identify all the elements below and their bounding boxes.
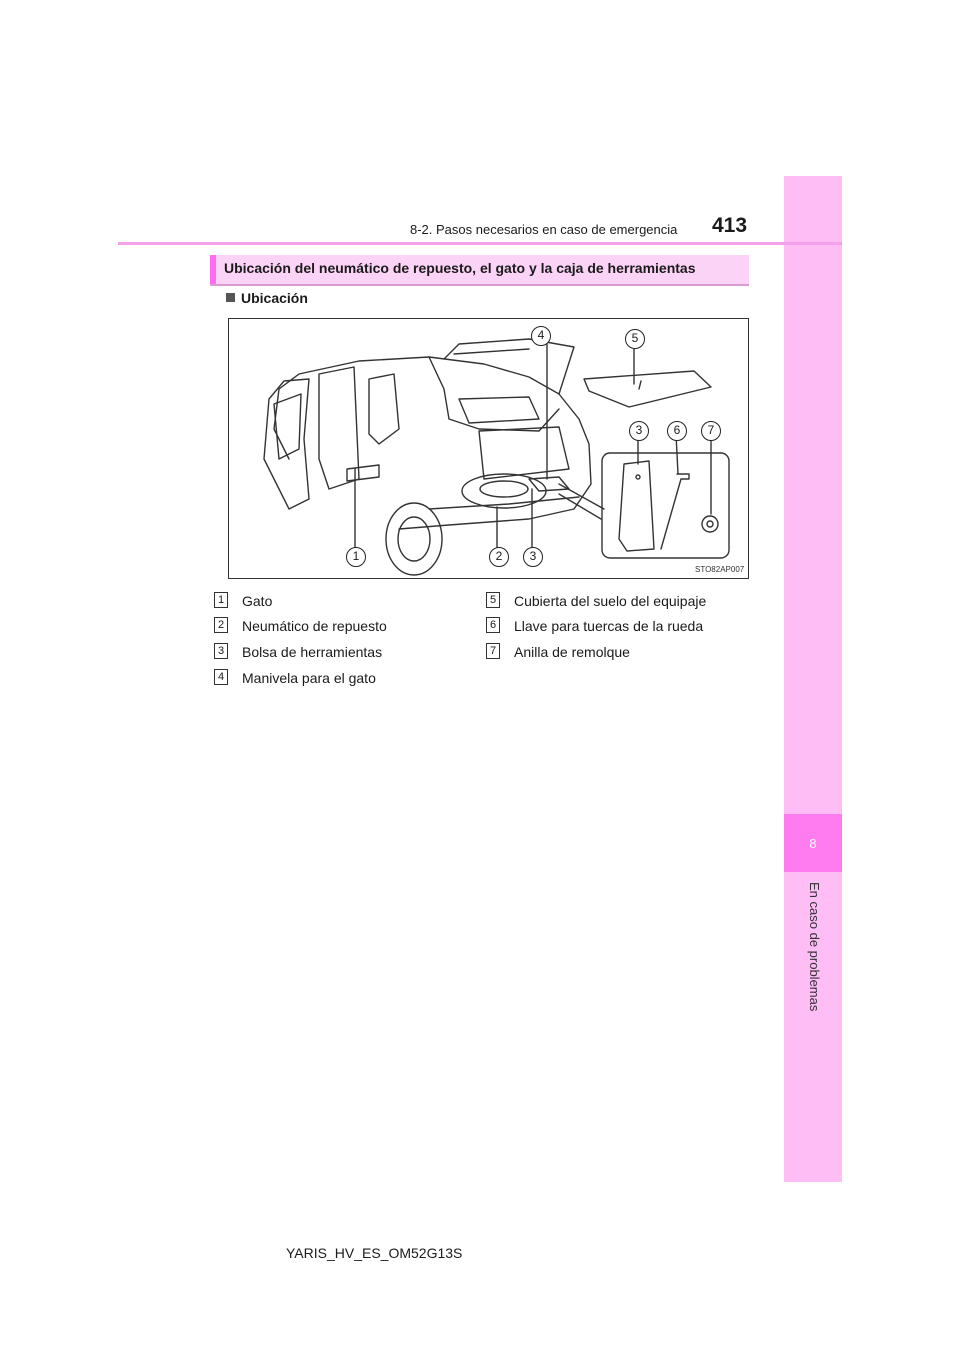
subheading-text: Ubicación <box>241 290 308 306</box>
chapter-number: 8 <box>809 836 817 851</box>
legend-badge: 7 <box>486 643 500 659</box>
footer-document-code: YARIS_HV_ES_OM52G13S <box>286 1245 463 1261</box>
header-section-title: 8-2. Pasos necesarios en caso de emergencia <box>410 222 678 237</box>
legend-label: Llave para tuercas de la rueda <box>514 618 704 634</box>
figure-callout-2: 2 <box>489 547 509 567</box>
figure-callout-5: 5 <box>625 329 645 349</box>
figure-callout-3-inset: 3 <box>629 421 649 441</box>
figure-code: STO82AP007 <box>695 565 745 574</box>
legend-label: Cubierta del suelo del equipaje <box>514 593 707 609</box>
subheading <box>226 290 308 306</box>
section-title: Ubicación del neumático de repuesto, el gato y la caja de herramientas <box>224 260 696 276</box>
section-title-bar <box>210 255 749 286</box>
header-rule <box>118 242 842 245</box>
figure-callout-7: 7 <box>701 421 721 441</box>
bullet-square-icon <box>226 293 235 302</box>
legend-label: Manivela para el gato <box>242 670 376 686</box>
figure-callout-3: 3 <box>523 547 543 567</box>
legend-label: Bolsa de herramientas <box>242 644 383 660</box>
legend-badge: 4 <box>214 669 228 685</box>
legend-badge: 2 <box>214 617 228 633</box>
figure-spare-tire-location <box>228 318 749 579</box>
legend-badge: 1 <box>214 592 228 608</box>
legend-label: Anilla de remolque <box>514 644 630 660</box>
legend-label: Gato <box>242 593 273 609</box>
car-illustration <box>229 319 750 580</box>
legend-badge: 6 <box>486 617 500 633</box>
chapter-title: En caso de problemas <box>807 882 822 1012</box>
legend-badge: 5 <box>486 592 500 608</box>
figure-callout-6: 6 <box>667 421 687 441</box>
section-accent <box>210 255 216 284</box>
page-number: 413 <box>712 214 748 237</box>
figure-callout-4: 4 <box>531 326 551 346</box>
legend-label: Neumático de repuesto <box>242 618 387 634</box>
chapter-side-tab <box>784 176 842 1182</box>
chapter-number-box <box>784 814 842 872</box>
figure-callout-1: 1 <box>346 547 366 567</box>
legend-badge: 3 <box>214 643 228 659</box>
